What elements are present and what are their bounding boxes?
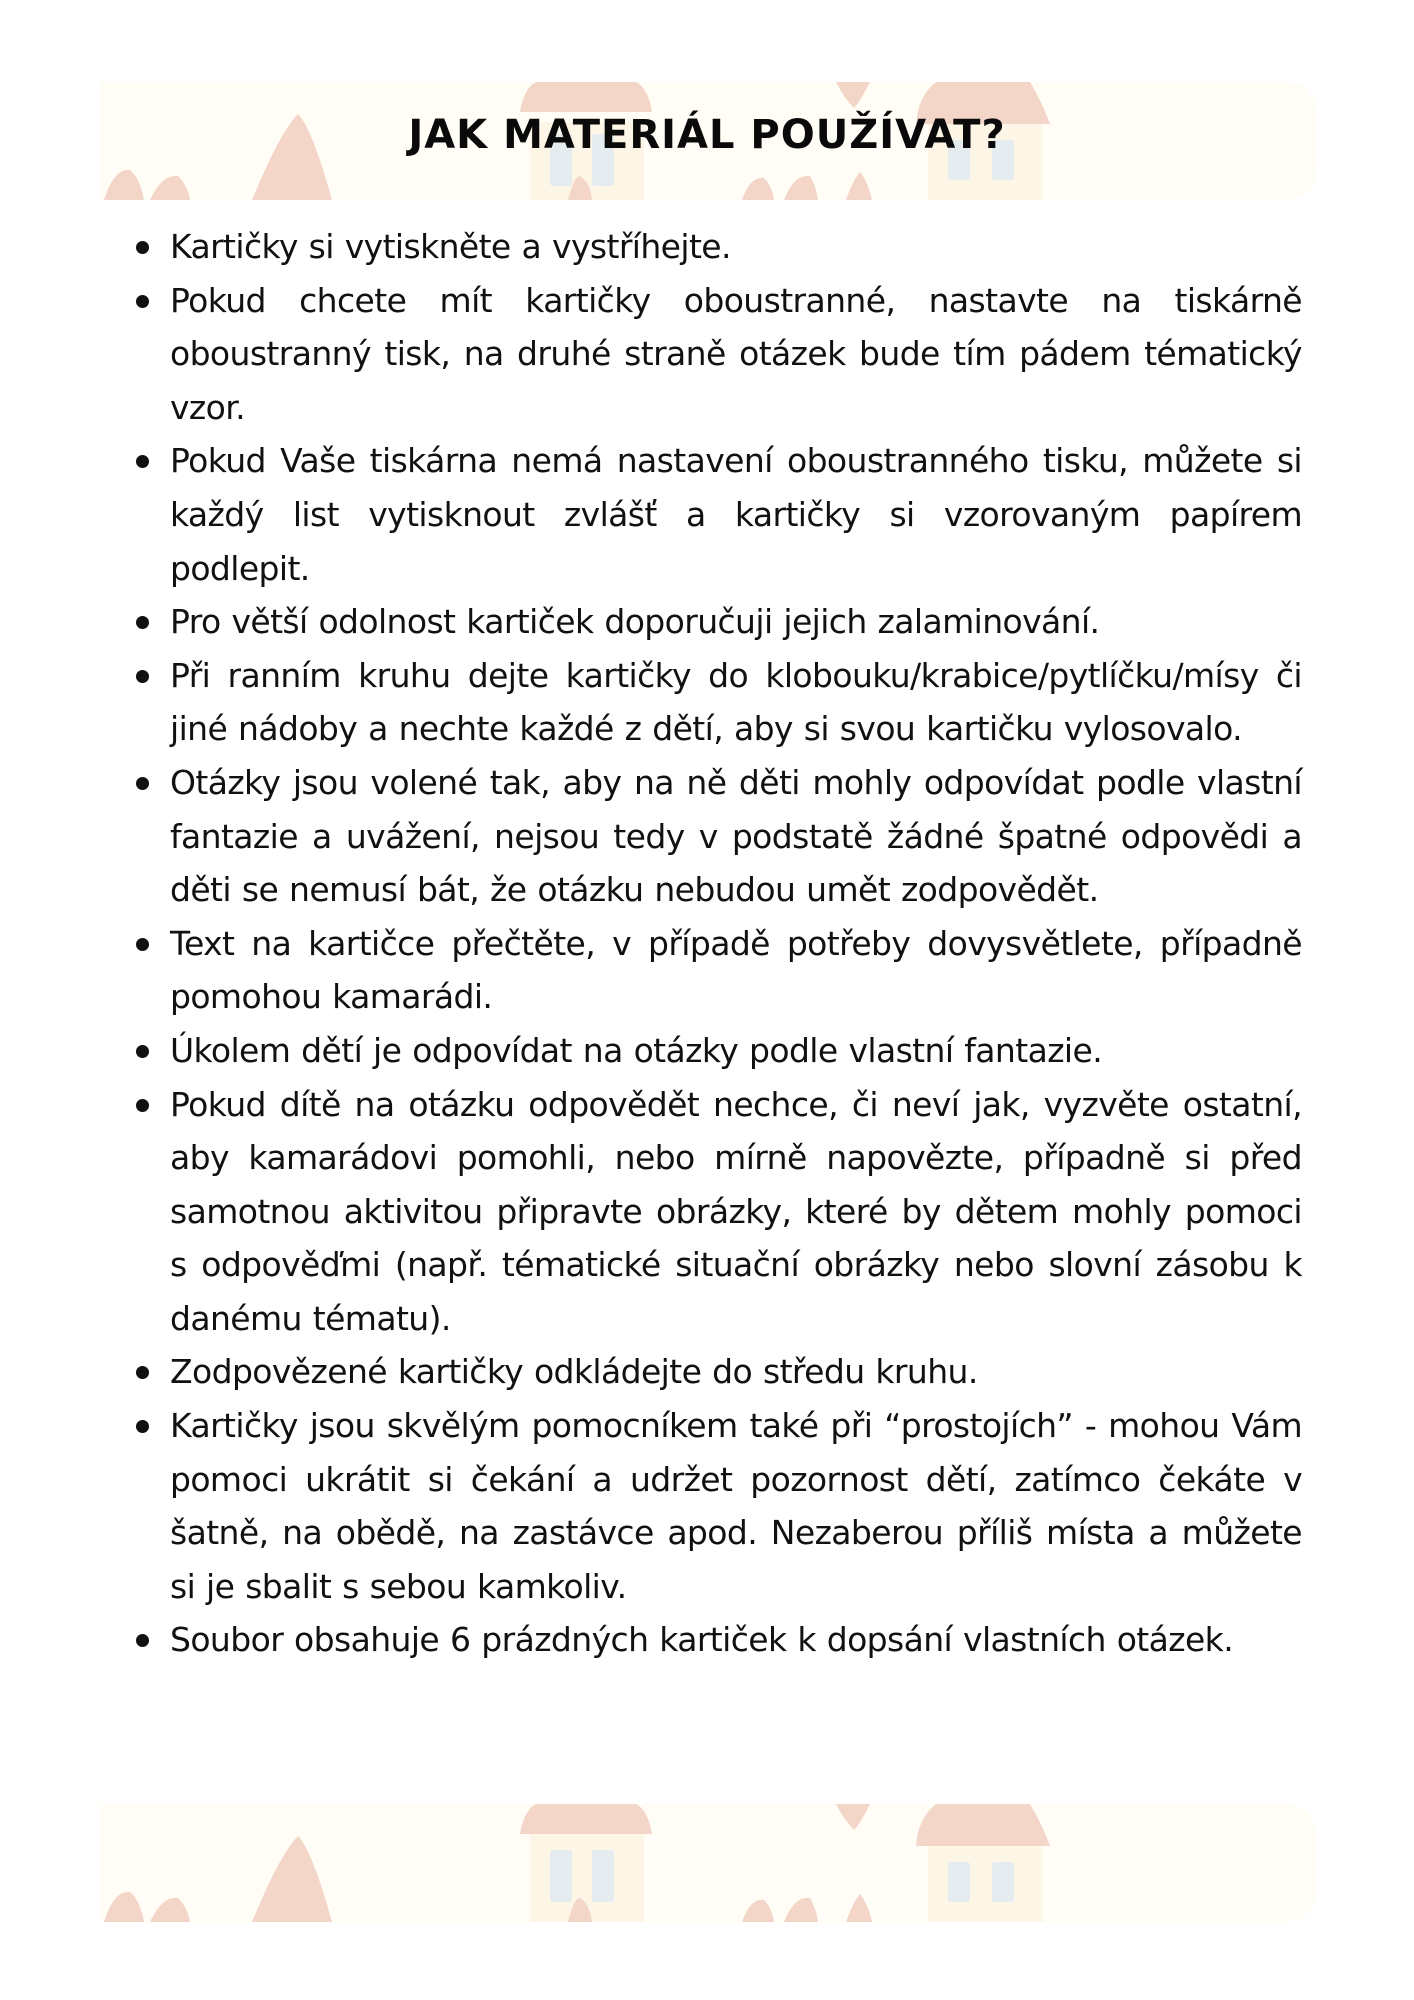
village-illustration	[100, 1804, 1316, 1922]
list-item	[130, 274, 1302, 435]
bullet-icon	[136, 616, 149, 629]
list-item	[130, 595, 1302, 649]
bullet-icon	[136, 455, 149, 468]
list-item-text: Otázky jsou volené tak, aby na ně děti mohly odpovídat podle vlastní fantazie a uvážení, nejsou tedy v podstatě žádné špatné odpovědi a děti se nemusí bát, že otázku nebudou umět zodpovědět.	[170, 762, 1302, 910]
list-item	[130, 917, 1302, 1024]
bush-icon	[104, 170, 144, 200]
bush-icon	[742, 178, 774, 200]
list-item-text: Při ranním kruhu dejte kartičky do klobouku/krabice/pytlíčku/mísy či jiné nádoby a nechte každé z dětí, aby si svou kartičku vylosovalo.	[170, 655, 1302, 749]
bullet-icon	[136, 1099, 149, 1112]
bush-icon	[150, 176, 190, 200]
list-item-text: Text na kartičce přečtěte, v případě potřeby dovysvětlete, případně pomohou kamarádi.	[170, 923, 1302, 1017]
tree-icon	[846, 172, 872, 200]
house-icon	[520, 1804, 652, 1922]
list-item-text: Úkolem dětí je odpovídat na otázky podle vlastní fantazie.	[170, 1030, 1103, 1070]
list-item-text: Pokud Vaše tiskárna nemá nastavení oboustranného tisku, můžete si každý list vytisknout zvlášť a kartičky si vzorovaným papírem podlepit.	[170, 441, 1302, 588]
tree-icon	[836, 1804, 870, 1830]
bullet-icon	[136, 241, 149, 254]
list-item-text: Pro větší odolnost kartiček doporučuji jejich zalaminování.	[170, 602, 1100, 642]
list-item	[130, 1399, 1302, 1613]
tree-icon	[836, 82, 870, 108]
list-item	[130, 1613, 1302, 1667]
bullet-icon	[136, 938, 149, 951]
bush-icon	[784, 1898, 818, 1922]
bush-icon	[784, 176, 818, 200]
list-item	[130, 220, 1302, 274]
bullet-icon	[136, 1366, 149, 1379]
bullet-icon	[136, 670, 149, 683]
list-item-text: Zodpovězené kartičky odkládejte do středu kruhu.	[170, 1352, 978, 1392]
bush-icon	[742, 1900, 774, 1922]
list-item-text: Pokud chcete mít kartičky oboustranné, nastavte na tiskárně oboustranný tisk, na druhé straně otázek bude tím pádem tématický vzor.	[170, 280, 1302, 427]
bush-icon	[104, 1892, 144, 1922]
list-item-text: Soubor obsahuje 6 prázdných kartiček k dopsání vlastních otázek.	[170, 1620, 1234, 1660]
bullet-icon	[136, 295, 149, 308]
tree-icon	[846, 1894, 872, 1922]
list-item-text: Kartičky jsou skvělým pomocníkem také při “prostojích” - mohou Vám pomoci ukrátit si čekání a udržet pozornost dětí, zatímco čekáte v šatně, na obědě, na zastávce apod. Nezaberou příliš místa a můžete si je sbalit s sebou kamkoliv.	[170, 1406, 1302, 1606]
bullet-icon	[136, 1420, 149, 1433]
tree-icon	[252, 1836, 332, 1922]
list-item-text: Kartičky si vytiskněte a vystříhejte.	[170, 227, 731, 266]
list-item	[130, 756, 1302, 917]
bullet-icon	[136, 777, 149, 790]
bullet-icon	[136, 1045, 149, 1058]
bottom-decorative-banner	[100, 1804, 1316, 1922]
list-item	[130, 1024, 1302, 1078]
page-title: JAK MATERIÁL POUŽÍVAT?	[408, 112, 1006, 158]
list-item-text: Pokud dítě na otázku odpovědět nechce, či neví jak, vyzvěte ostatní, aby kamarádovi pomohli, nebo mírně napovězte, případně si před samotnou aktivitou připravte obrázky, které by dětem mohly pomoci s odpověďmi (např. tématické situační obrázky nebo slovní zásobu k danému tématu).	[170, 1084, 1302, 1338]
instructions-section	[130, 220, 1302, 1667]
list-item	[130, 1078, 1302, 1346]
house-icon	[916, 1804, 1050, 1922]
list-item	[130, 434, 1302, 595]
instructions-list	[130, 220, 1302, 1667]
bush-icon	[150, 1898, 190, 1922]
bullet-icon	[136, 1634, 149, 1647]
list-item	[130, 649, 1302, 756]
list-item	[130, 1345, 1302, 1399]
